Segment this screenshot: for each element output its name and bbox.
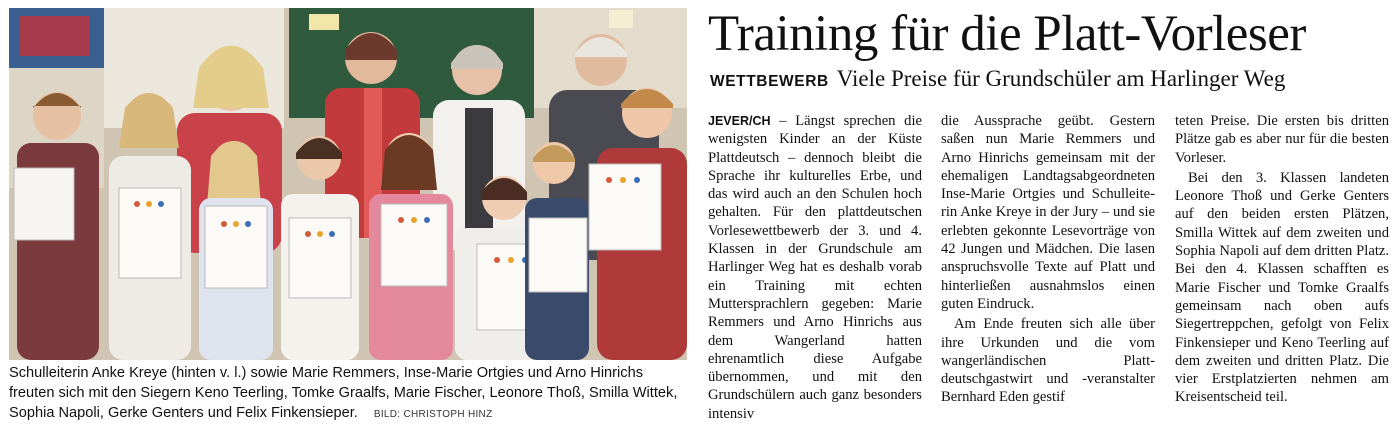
group-photo bbox=[9, 8, 687, 360]
subtitle: Viele Preise für Grundschüler am Harlinger Weg bbox=[836, 66, 1286, 91]
article-column-2 bbox=[941, 112, 1155, 407]
paragraph: Am Ende freuten sich alle über ihre Urkunden und die vom wangerländischen Plattdeutschgastwirt und -veranstalter Bernhard Eden gestif bbox=[941, 316, 1155, 406]
dateline: JEVER/CH bbox=[708, 114, 771, 128]
photo-caption bbox=[9, 363, 689, 425]
caption-text: Schulleiterin Anke Kreye (hinten v. l.) sowie Marie Remmers, Inse-Marie Ortgies und Arno Hinrichs freuten sich mit den Siegern Keno Teerling, Tomke Graalfs, Marie Fischer, Leonore Thoß, Smilla Wittek, Sophia Napoli, Gerke Genters und Felix Finkensieper. bbox=[9, 365, 678, 421]
kicker: WETTBEWERB bbox=[710, 73, 829, 90]
article-column-3 bbox=[1175, 112, 1389, 407]
paragraph: Bei den 3. Klassen landeten Leonore Thoß und Gerke Genters auf den beiden ersten Plätzen, Smilla Wittek auf dem zweiten und Sophia Napoli auf dem dritten Platz. Bei den 4. Klassen schafften es Marie Fischer und Tomke Graalfs gemeinsam nach oben aufs Siegertreppchen, gefolgt von Felix Finkensieper und Keno Teerling auf dem zweiten und dritten Platz. Die vier Erstplatzierten nehmen am Kreisentscheid teil. bbox=[1175, 169, 1389, 406]
paragraph: die Aussprache geübt. Gestern saßen nun Marie Remmers und Arno Hinrichs gemeinsam mit der ehemaligen Landtagsabgeordneten Inse-Marie Ortgies und Schulleiterin Anke Kreye in der Jury – und sie erlebten gekonnte Lesevorträge von 42 Jungen und Mädchen. Die lasen anspruchsvolle Texte auf Platt und hinterließen ausnahmslos einen guten Eindruck. bbox=[941, 113, 1155, 312]
paragraph: teten Preise. Die ersten bis dritten Plätze gab es aber nur für die besten Vorleser. bbox=[1175, 113, 1389, 166]
headline: Training für die Platt-Vorleser bbox=[708, 6, 1306, 62]
paragraph bbox=[708, 112, 922, 423]
article-column-1 bbox=[708, 112, 922, 423]
photo-credit: BILD: CHRISTOPH HINZ bbox=[373, 409, 493, 420]
subheadline bbox=[710, 66, 1395, 92]
paragraph-text: – Längst sprechen die wenigsten Kinder an der Küste Plattdeutsch – dennoch bleibt die Sprache ihr kulturelles Erbe, und das wird auch an den Schulen hoch gehalten. Für den plattdeutschen Vorlesewettbewerb der 3. und 4. Klassen in der Grundschule am Harlinger Weg hat es deshalb vorab ein Training mit echten Muttersprachlern gegeben: Marie Remmers und Arno Hinrichs aus dem Wangerland hatten ehrenamtlich diese Aufgabe übernommen, und mit den Grundschülern auch ganz besonders intensiv bbox=[708, 113, 922, 422]
group-photo-illustration bbox=[9, 8, 687, 360]
